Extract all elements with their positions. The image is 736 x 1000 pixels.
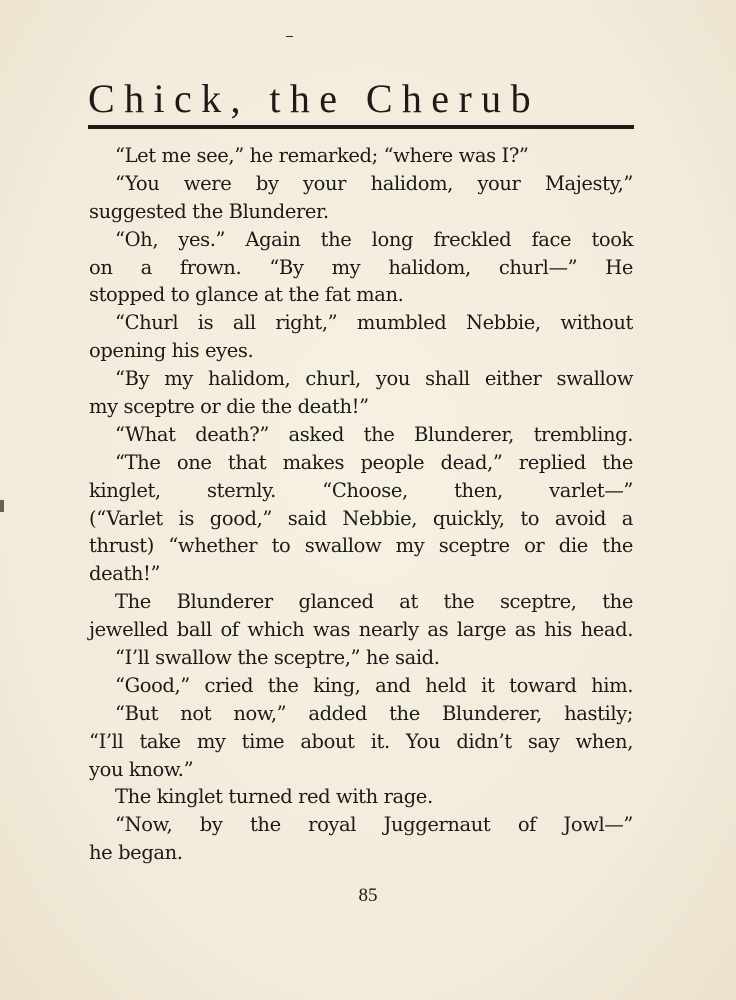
text-line: my sceptre or die the death!”	[89, 395, 369, 419]
body-text	[89, 142, 633, 867]
text-line: “I’ll take my time about it. You didn’t say when,	[89, 729, 633, 753]
text-line: “By my halidom, churl, you shall either swallow	[115, 367, 633, 391]
text-line: death!”	[89, 562, 161, 586]
text-line: suggested the Blunderer.	[89, 199, 329, 223]
text-line: (“Varlet is good,” said Nebbie, quickly, to avoid a	[89, 506, 633, 530]
text-line: “Good,” cried the king, and held it toward him.	[115, 673, 633, 697]
text-line: stopped to glance at the fat man.	[89, 283, 404, 307]
text-line: on a frown. “By my halidom, churl—” He	[89, 255, 633, 279]
text-line: you know.”	[89, 757, 194, 781]
text-line: “Oh, yes.” Again the long freckled face took	[115, 227, 633, 251]
text-line: “You were by your halidom, your Majesty,”	[115, 171, 633, 195]
print-mark	[0, 500, 4, 512]
text-line: “I’ll swallow the sceptre,” he said.	[115, 646, 440, 670]
text-line: “Now, by the royal Juggernaut of Jowl—”	[115, 813, 633, 837]
text-line: The Blunderer glanced at the sceptre, the	[115, 590, 633, 614]
text-line: kinglet, sternly. “Choose, then, varlet—”	[89, 478, 633, 502]
text-line: jewelled ball of which was nearly as large as his head.	[89, 618, 633, 642]
text-line: The kinglet turned red with rage.	[115, 785, 433, 809]
page-number: 85	[358, 885, 378, 906]
text-line: thrust) “whether to swallow my sceptre or die the	[89, 534, 633, 558]
text-line: opening his eyes.	[89, 339, 254, 363]
text-line: “The one that makes people dead,” replied the	[115, 450, 633, 474]
text-line: he began.	[89, 841, 183, 865]
text-line: “Churl is all right,” mumbled Nebbie, without	[115, 311, 633, 335]
text-line: “But not now,” added the Blunderer, hastily;	[115, 701, 633, 725]
text-line: “What death?” asked the Blunderer, trembling.	[115, 422, 633, 446]
print-mark	[286, 36, 293, 37]
header-rule	[88, 125, 634, 129]
text-line: “Let me see,” he remarked; “where was I?”	[115, 144, 529, 167]
running-title: Chick, the Cherub	[88, 76, 540, 121]
